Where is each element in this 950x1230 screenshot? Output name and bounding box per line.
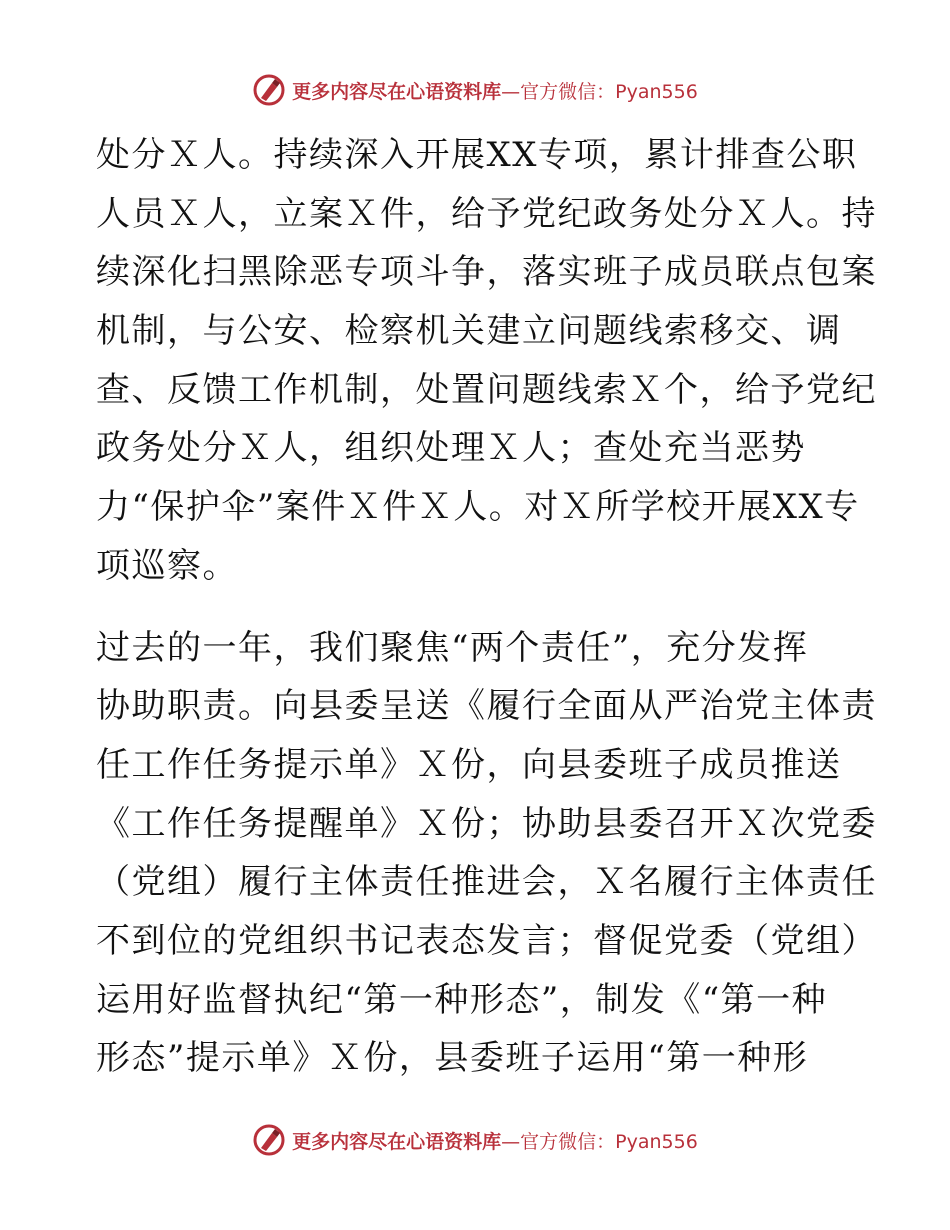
paragraph-1 (96, 126, 877, 596)
text-line: 续深化扫黑除恶专项斗争，落实班子成员联点包案 (96, 252, 877, 293)
pen-logo-icon (252, 1123, 286, 1157)
banner-main-text: 更多内容尽在心语资料库 (292, 80, 502, 103)
header-banner (0, 70, 950, 110)
text-line: 项巡察。 (96, 545, 238, 586)
text-line: 任工作任务提示单》Ｘ份，向县委班子成员推送 (96, 744, 842, 785)
banner-sub-text: —官方微信：Pyan556 (501, 1130, 698, 1153)
text-line: 协助职责。向县委呈送《履行全面从严治党主体责 (96, 686, 877, 727)
text-line: 人员Ｘ人，立案Ｘ件，给予党纪政务处分Ｘ人。持 (96, 193, 877, 234)
text-line: 形态”提示单》Ｘ份，县委班子运用“第一种形 (96, 1038, 809, 1079)
text-line: 处分Ｘ人。持续深入开展XX专项，累计排查公职 (96, 135, 858, 175)
footer-banner (0, 1120, 950, 1160)
text-line: 查、反馈工作机制，处置问题线索Ｘ个，给予党纪 (96, 369, 877, 410)
text-line: 力“保护伞”案件Ｘ件Ｘ人。对Ｘ所学校开展XX专 (96, 487, 860, 528)
banner-main-text: 更多内容尽在心语资料库 (292, 1130, 502, 1153)
text-line: 机制，与公安、检察机关建立问题线索移交、调 (96, 311, 842, 352)
text-line: （党组）履行主体责任推进会，Ｘ名履行主体责任 (96, 862, 877, 903)
text-line: 运用好监督执纪“第一种形态”，制发《“第一种 (96, 979, 828, 1020)
text-line: 《工作任务提醒单》Ｘ份；协助县委召开Ｘ次党委 (96, 803, 877, 844)
text-line: 不到位的党组织书记表态发言；督促党委（党组） (96, 920, 877, 961)
text-line: 过去的一年，我们聚焦“两个责任”，充分发挥 (96, 627, 809, 668)
document-body (96, 126, 877, 1088)
banner-sub-text: —官方微信：Pyan556 (501, 80, 698, 103)
paragraph-2 (96, 619, 877, 1089)
paragraph-spacer (96, 596, 856, 619)
text-line: 政务处分Ｘ人，组织处理Ｘ人；查处充当恶势 (96, 428, 806, 469)
pen-logo-icon (252, 73, 286, 107)
